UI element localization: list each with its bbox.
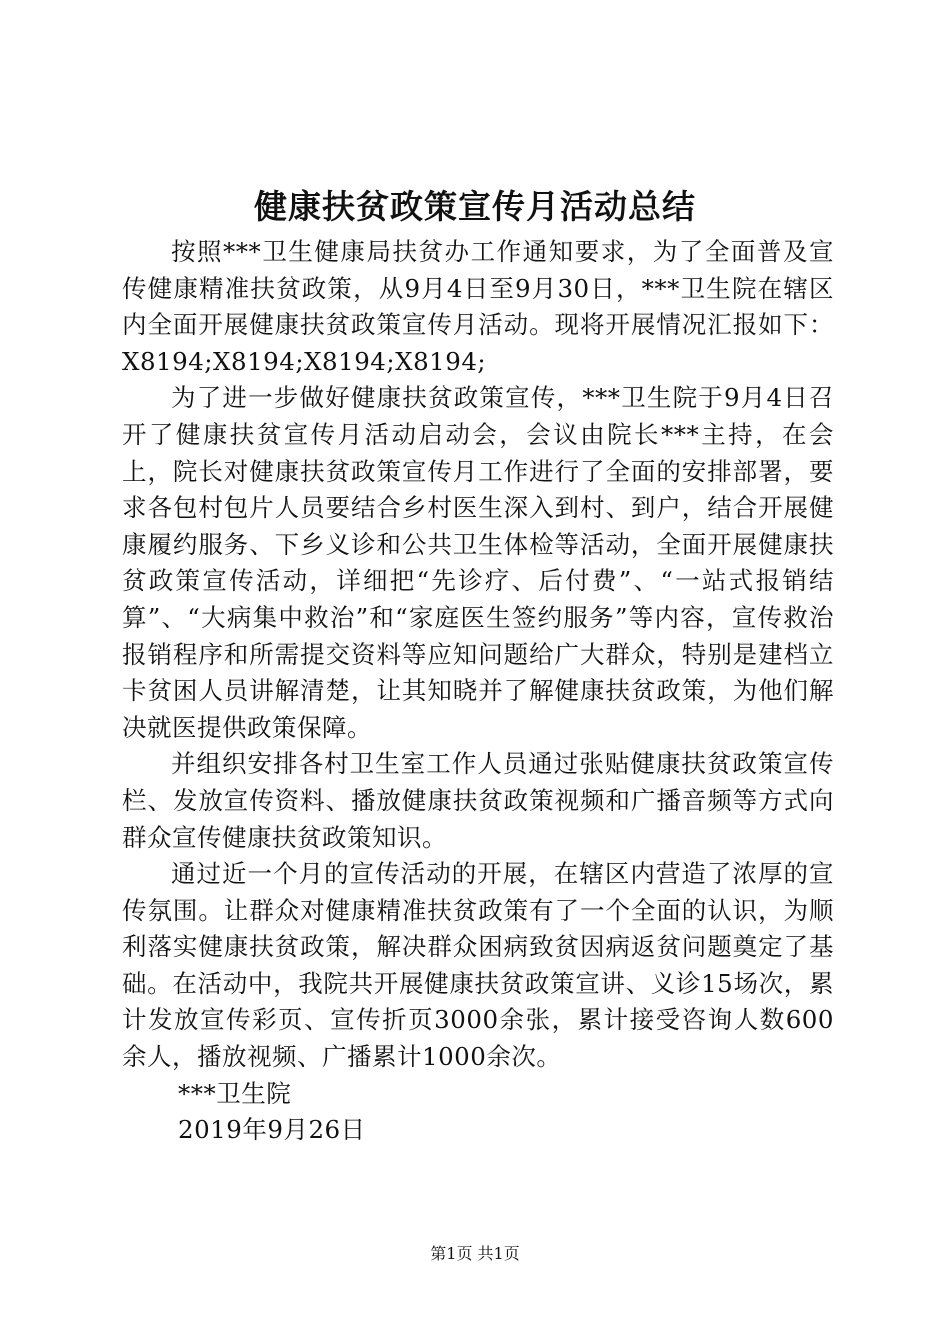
signature-date: 2019年9月26日 xyxy=(178,1115,366,1145)
paragraph-results: 通过近一个月的宣传活动的开展，在辖区内营造了浓厚的宣传氛围。让群众对健康精准扶贫政策有了一个全面的认识，为顺利落实健康扶贫政策，解决群众困病致贫因病返贫问题奠定了基础。在活动中，我院共开展健康扶贫政策宣讲、义诊15场次，累计发放宣传彩页、宣传折页3000余张，累计接受咨询人数600余人，播放视频、广播累计1000余次。 xyxy=(122,859,834,1072)
paragraph-village-publicity: 并组织安排各村卫生室工作人员通过张贴健康扶贫政策宣传栏、发放宣传资料、播放健康扶贫政策视频和广播音频等方式向群众宣传健康扶贫政策知识。 xyxy=(122,749,834,852)
signature-org: ***卫生院 xyxy=(178,1078,292,1108)
page-footer: 第1页 共1页 xyxy=(430,1244,520,1263)
document-body xyxy=(122,234,834,1149)
document-title: 健康扶贫政策宣传月活动总结 xyxy=(254,187,696,226)
paragraph-intro: 按照***卫生健康局扶贫办工作通知要求，为了全面普及宣传健康精准扶贫政策，从9月4日至9月30日，***卫生院在辖区内全面开展健康扶贫政策宣传月活动。现将开展情况汇报如下：X8194;X8194;X8194;X8194; xyxy=(122,237,834,376)
paragraph-meeting: 为了进一步做好健康扶贫政策宣传，***卫生院于9月4日召开了健康扶贫宣传月活动启动会，会议由院长***主持，在会上，院长对健康扶贫政策宣传月工作进行了全面的安排部署，要求各包村包片人员要结合乡村医生深入到村、到户，结合开展健康履约服务、下乡义诊和公共卫生体检等活动，全面开展健康扶贫政策宣传活动，详细把“先诊疗、后付费”、“一站式报销结算”、“大病集中救治”和“家庭医生签约服务”等内容，宣传救治报销程序和所需提交资料等应知问题给广大群众，特别是建档立卡贫困人员讲解清楚，让其知晓并了解健康扶贫政策，为他们解决就医提供政策保障。 xyxy=(122,383,834,742)
